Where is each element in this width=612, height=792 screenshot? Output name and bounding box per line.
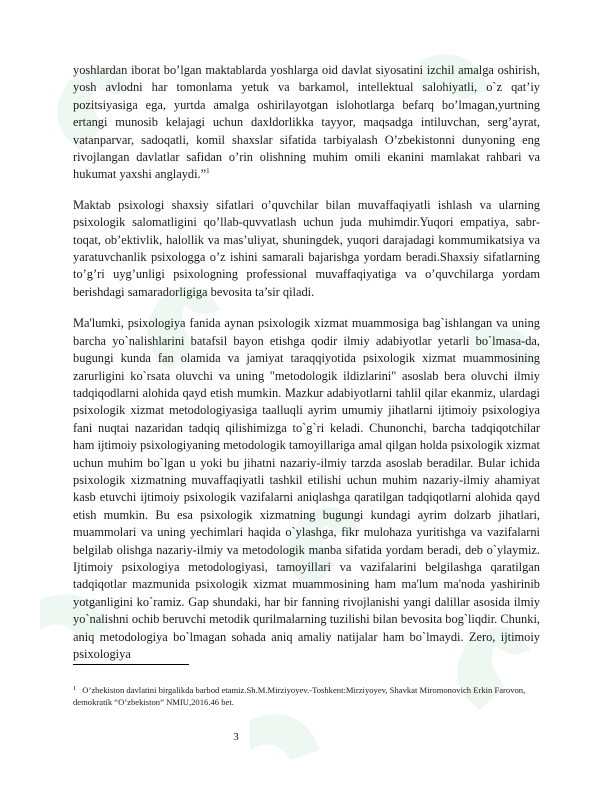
paragraph-2: Maktab psixologi shaxsiy sifatlari o’quvchilar bilan muvaffaqiyatli ishlash va ularning psixologik salomatligini qo’llab-quvvatlash uchun juda muhimdir.Yuqori empatiya, sabr-toqat, ob’ektivlik, halollik va mas’uliyat, shuningdek, yuqori darajadagi kommumikatsiya va yaratuvchanlik psixologga o’z ishini samarali bajarishga yordam beradi.Shaxsiy sifatlarning to’g’ri uyg’unligi psixologning professional muvaffaqiyatiga va o’quvchilarga yordam berishdagi samaradorligiga bevosita ta’sir qiladi. — [73, 197, 540, 299]
footnote-marker: 1 — [73, 685, 77, 692]
footnote — [73, 683, 543, 708]
footnote-divider — [73, 664, 189, 665]
page-body — [73, 62, 540, 663]
page-number: 3 — [233, 731, 239, 743]
paragraph-1-text: yoshlardan iborat bo’lgan maktablarda yoshlarga oid davlat siyosatini izchil amalga oshirish, yosh avlodni har tomonlama yetuk va barkamol, intellektual salohiyatli, o`z qat’iy pozitsiyasiga ega, yurtda amalga oshirilayotgan islohotlarga befarq bo’lmagan,yurtning ertangi munosib kelajagi uchun daxldorlikka tayyor, maqsadga intiluvchan, serg’ayrat, vatanparvar, sadoqatli, komil shaxslar sifatida tarbiyalash O’zbekistonni dunyoning eng rivojlangan davlatlar safidan o’rin olishning muhim omili ekanini mamlakat rahbari va hukumat yaxshi anglaydi.” — [73, 63, 540, 182]
footnote-text: O’zbekiston davlatini birgalikda barbod etamiz.Sh.M.Mirziyoyev.-Toshkent:Mirziyoyev, Shavkat Miromonovich Erkin Farovon, demokratik “O’zbekiston” NMIU,2016.46 bet. — [73, 685, 526, 707]
paragraph-1 — [73, 62, 540, 184]
footnote-reference[interactable]: 1 — [206, 167, 210, 176]
paragraph-3: Ma'lumki, psixologiya fanida aynan psixologik xizmat muammosiga bag`ishlangan va uning barcha yo`nalishlarini batafsil bayon etishga qodir ilmiy adabiyotlar yetarli bo`lmasa-da, bugungi kunda fan olamida va jamiyat taraqqiyotida psixologik xizmat muammosining zarurligini ko`rsata oluvchi va uning "metodologik ildizlarini" asoslab bera oluvchi ilmiy tadqiqodlarni alohida qayd etish mumkin. Mazkur adabiyotlarni tahlil qilar ekanmiz, ulardagi psixologik xizmat metodologiyasiga taalluqli ayrim umumiy jihatlarni ijtimoiy psixologiya fani nuqtai nazaridan tadqiq qilishimizga to`g`ri keladi. Chunonchi, barcha tadqiqotchilar ham ijtimoiy psixologiyaning metodologik tamoyillariga amal qilgan holda psixologik xizmat uchun muhim bo`lgan u yoki bu jihatni nazariy-ilmiy tarzda asoslab beradilar. Bular ichida psixologik xizmatning muvaffaqiyatli tashkil etilishi uchun muhim nazariy-ilmiy ahamiyat kasb etuvchi ijtimoiy psixologik vazifalarni aniqlashga qaratilgan tadqiqotlarni alohida qayd etish mumkin. Bu esa psixologik xizmatning bugungi kundagi ayrim dolzarb jihatlari, muammolari va uning yechimlari haqida o`ylashga, fikr mulohaza yuritishga va vazifalarni belgilab olishga nazariy-ilmiy va metodologik manba sifatida yordam beradi, deb o`ylaymiz. Ijtimoiy psixologiya metodologiyasi, tamoyillari va vazifalarini belgilashga qaratilgan tadqiqotlar mazmunida psixologik xizmat muammosining ham ma'lum ma'noda yashirinib yotganligini ko`ramiz. Gap shundaki, har bir fanning rivojlanishi yangi dalillar asosida ilmiy yo`nalishni ochib beruvchi metodik qurilmalarning tuzilishi bilan bevosita bog`liqdir. Chunki, aniq metodologiya bo`lmagan sohada aniq amaliy natijalar ham bo`lmaydi. Zero, ijtimoiy psixologiya — [73, 316, 540, 661]
